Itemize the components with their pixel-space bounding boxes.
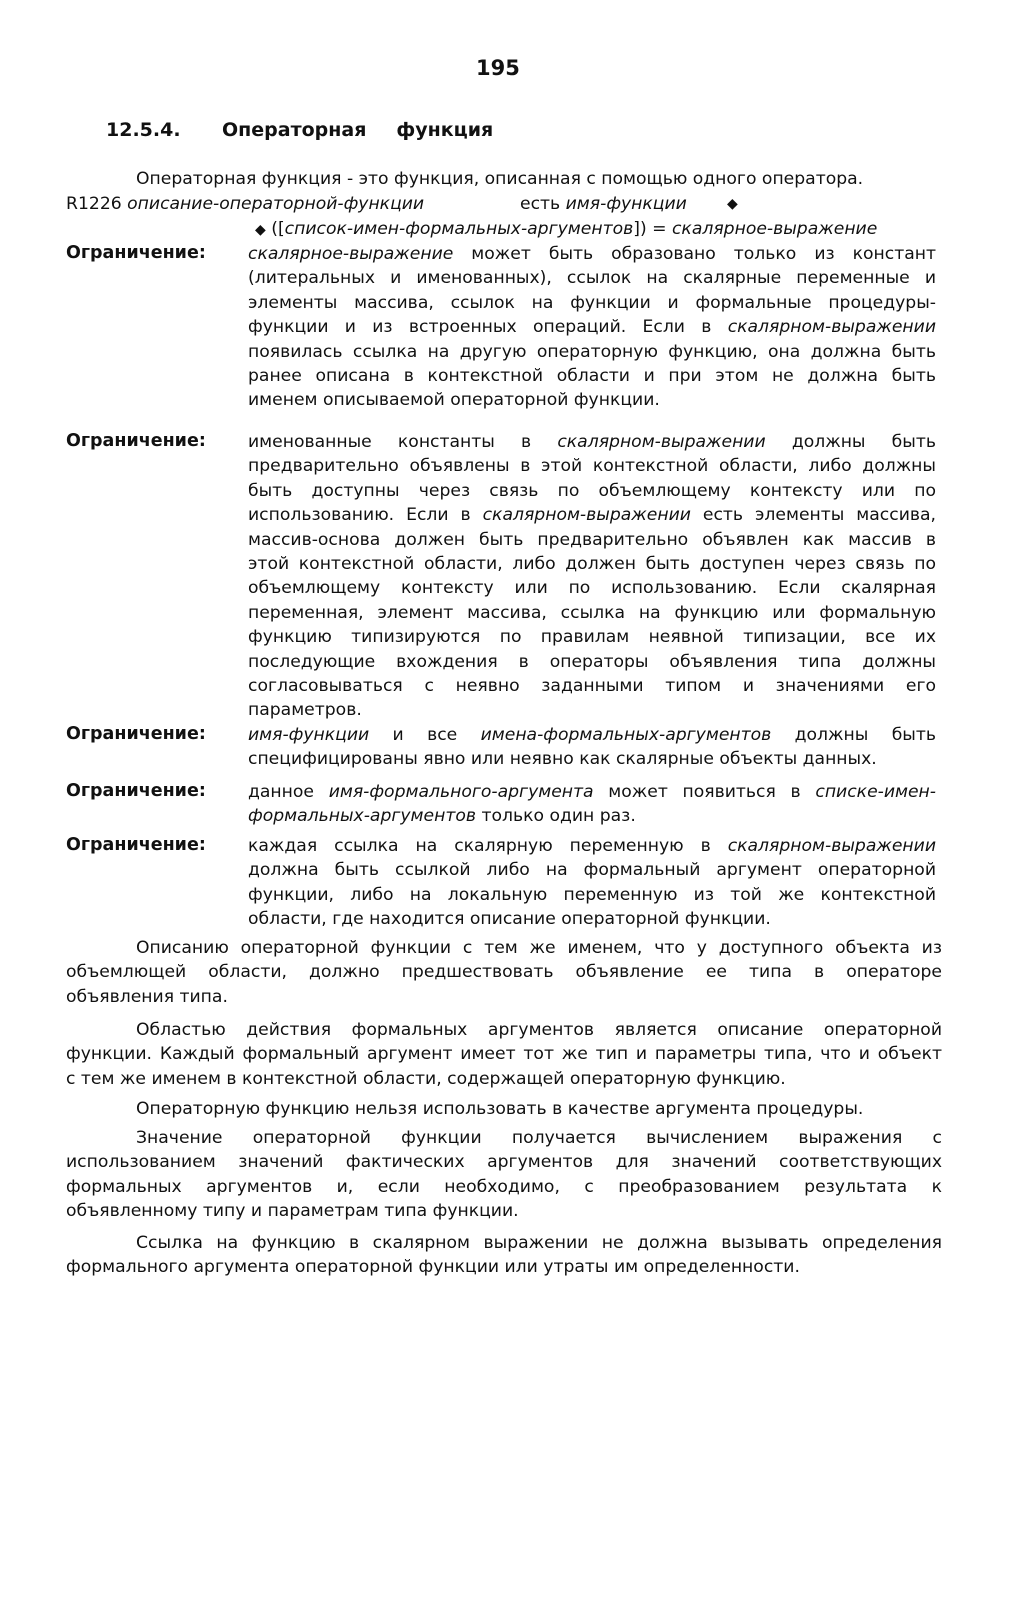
constraint-text: скалярном-выражении [727, 836, 936, 856]
constraint-line [248, 907, 936, 931]
rule-diamond-2: ◆ [255, 222, 266, 238]
constraint-text: должны быть [765, 432, 936, 452]
rule-name: имя-функции [565, 194, 687, 214]
constraint-text: объемлющему контексту или по использованию. Если скалярная [248, 578, 936, 599]
section-heading [106, 119, 493, 141]
constraint-text: данное [248, 782, 329, 802]
rule-line-1 [66, 192, 424, 216]
paragraph-line: формального аргумента операторной функции или утраты им определенности. [66, 1257, 800, 1278]
rule-lhs: описание-операторной-функции [127, 194, 425, 214]
constraint-line [248, 364, 936, 388]
section-title-word1: Операторная [222, 119, 367, 141]
constraint-text: должны быть [771, 725, 936, 745]
constraint-text: области, где находится описание операторной функции. [248, 909, 771, 930]
section-title-word2: функция [396, 119, 494, 141]
rule-open: ([ [271, 219, 285, 239]
constraint-line [248, 266, 936, 290]
constraint-text: функции, либо на локальную переменную из той же контекстной [248, 884, 936, 905]
constraint-line [248, 576, 936, 600]
rule-is: есть [520, 194, 561, 214]
constraint-line [248, 625, 936, 649]
paragraph-line: использованием значений фактических аргументов для значений соответствующих [66, 1152, 942, 1173]
constraint-text: предварительно объявлены в этой контекстной области, либо должны [248, 456, 936, 477]
constraint-text: элементы массива, ссылок на функции и формальные процедуры- [248, 292, 936, 313]
constraint-line [248, 834, 936, 858]
rule-line-2 [255, 217, 877, 242]
constraint-text: последующие вхождения в операторы объявления типа должны [248, 651, 936, 672]
paragraph-line: Значение операторной функции получается вычислением выражения с [136, 1128, 942, 1148]
rule-expr: скалярное-выражение [671, 219, 878, 239]
constraint-text: быть доступны через связь по объемлющему контексту или по [248, 480, 936, 501]
rule-args: список-имен-формальных-аргументов [284, 219, 634, 239]
constraint-line [248, 698, 936, 722]
constraint-text: массив-основа должен быть предварительно объявлен как массив в [248, 529, 936, 550]
constraint-text: может появиться в [593, 782, 816, 802]
paragraph-line: Описанию операторной функции с тем же именем, что у доступного объекта из [136, 938, 942, 958]
rule-id: R1226 [66, 194, 122, 214]
constraint-label: Ограничение: [66, 781, 206, 801]
paragraph-line: объявленному типу и параметрам типа функции. [66, 1200, 519, 1221]
constraint-text: формальных-аргументов [248, 806, 476, 827]
paragraph-line: объемлющей области, должно предшествовать объявление ее типа в операторе [66, 962, 942, 983]
section-number: 12.5.4. [106, 119, 181, 141]
constraint-text: (литеральных и именованных), ссылок на скалярные переменные и [248, 268, 936, 289]
constraint-text: специфицированы явно или неявно как скалярные объекты данных. [248, 749, 877, 770]
constraint-text: скалярном-выражении [482, 505, 691, 526]
constraint-line [248, 747, 936, 771]
constraint-text: именем описываемой операторной функции. [248, 390, 660, 411]
constraint-line [248, 780, 936, 804]
constraint-line [248, 601, 936, 625]
constraint-line [248, 883, 936, 907]
constraint-text: функцию типизируются по правилам неявной типизации, все их [248, 627, 936, 648]
constraint-line [248, 503, 936, 527]
constraint-text: скалярном-выражении [727, 317, 936, 338]
page-number: 195 [476, 56, 520, 80]
constraint-label: Ограничение: [66, 431, 206, 451]
constraint-text: именованные константы в [248, 432, 558, 452]
constraint-text: списке-имен- [815, 782, 936, 802]
constraint-line [248, 804, 936, 828]
constraint-text: функции и из встроенных операций. Если в [248, 317, 728, 338]
constraint-label: Ограничение: [66, 724, 206, 744]
constraint-text: скалярном-выражении [557, 432, 766, 452]
constraint-line [248, 315, 936, 339]
constraint-text: этой контекстной области, либо должен быть доступен через связь по [248, 554, 936, 574]
paragraph-line: объявления типа. [66, 986, 228, 1007]
constraint-text: ранее описана в контекстной области и при этом не должна быть [248, 366, 936, 386]
paragraph-line: с тем же именем в контекстной области, содержащей операторную функцию. [66, 1068, 786, 1089]
constraint-text: имена-формальных-аргументов [480, 725, 772, 745]
constraint-text: должна быть ссылкой либо на формальный аргумент операторной [248, 860, 936, 881]
constraint-label: Ограничение: [66, 835, 206, 855]
constraint-text: параметров. [248, 700, 362, 721]
constraint-line [248, 650, 936, 674]
constraint-line [248, 242, 936, 266]
constraint-text: и все [369, 725, 481, 745]
constraint-line [248, 388, 936, 412]
constraint-line [248, 858, 936, 882]
constraint-text: скалярное-выражение [248, 244, 454, 264]
paragraph-line: Операторную функцию нельзя использовать в качестве аргумента процедуры. [136, 1099, 864, 1119]
intro-sentence: Операторная функция - это функция, описанная с помощью одного оператора. [136, 169, 864, 189]
rule-close: ]) = [633, 219, 667, 239]
paragraph-line: функции. Каждый формальный аргумент имеет тот же тип и параметры типа, что и объект [66, 1044, 942, 1065]
constraint-text: только один раз. [476, 806, 636, 827]
paragraph-line: Ссылка на функцию в скалярном выражении не должна вызывать определения [136, 1233, 942, 1253]
constraint-text: использованию. Если в [248, 505, 483, 526]
constraint-text: каждая ссылка на скалярную переменную в [248, 836, 728, 856]
constraint-text: переменная, элемент массива, ссылка на функцию или формальную [248, 602, 936, 623]
constraint-text: имя-функции [248, 725, 370, 745]
rule-diamond-1: ◆ [727, 196, 738, 212]
paragraph-line: формальных аргументов и, если необходимо, с преобразованием результата к [66, 1176, 942, 1197]
paragraph-line: Областью действия формальных аргументов является описание операторной [136, 1020, 942, 1040]
constraint-line [248, 340, 936, 364]
rule-line-1b [520, 192, 687, 216]
constraint-text: имя-формального-аргумента [328, 782, 594, 802]
constraint-line [248, 430, 936, 454]
constraint-text: есть элементы массива, [690, 505, 936, 526]
constraint-line [248, 454, 936, 478]
constraint-text: появилась ссылка на другую операторную функцию, она должна быть [248, 341, 936, 362]
constraint-text: может быть образовано только из констант [453, 244, 936, 264]
constraint-line [248, 528, 936, 552]
constraint-line [248, 291, 936, 315]
constraint-line [248, 674, 936, 698]
constraint-text: согласовываться с неявно заданными типом и значениями его [248, 676, 936, 696]
constraint-line [248, 479, 936, 503]
constraint-line [248, 552, 936, 576]
constraint-label: Ограничение: [66, 243, 206, 263]
constraint-line [248, 723, 936, 747]
